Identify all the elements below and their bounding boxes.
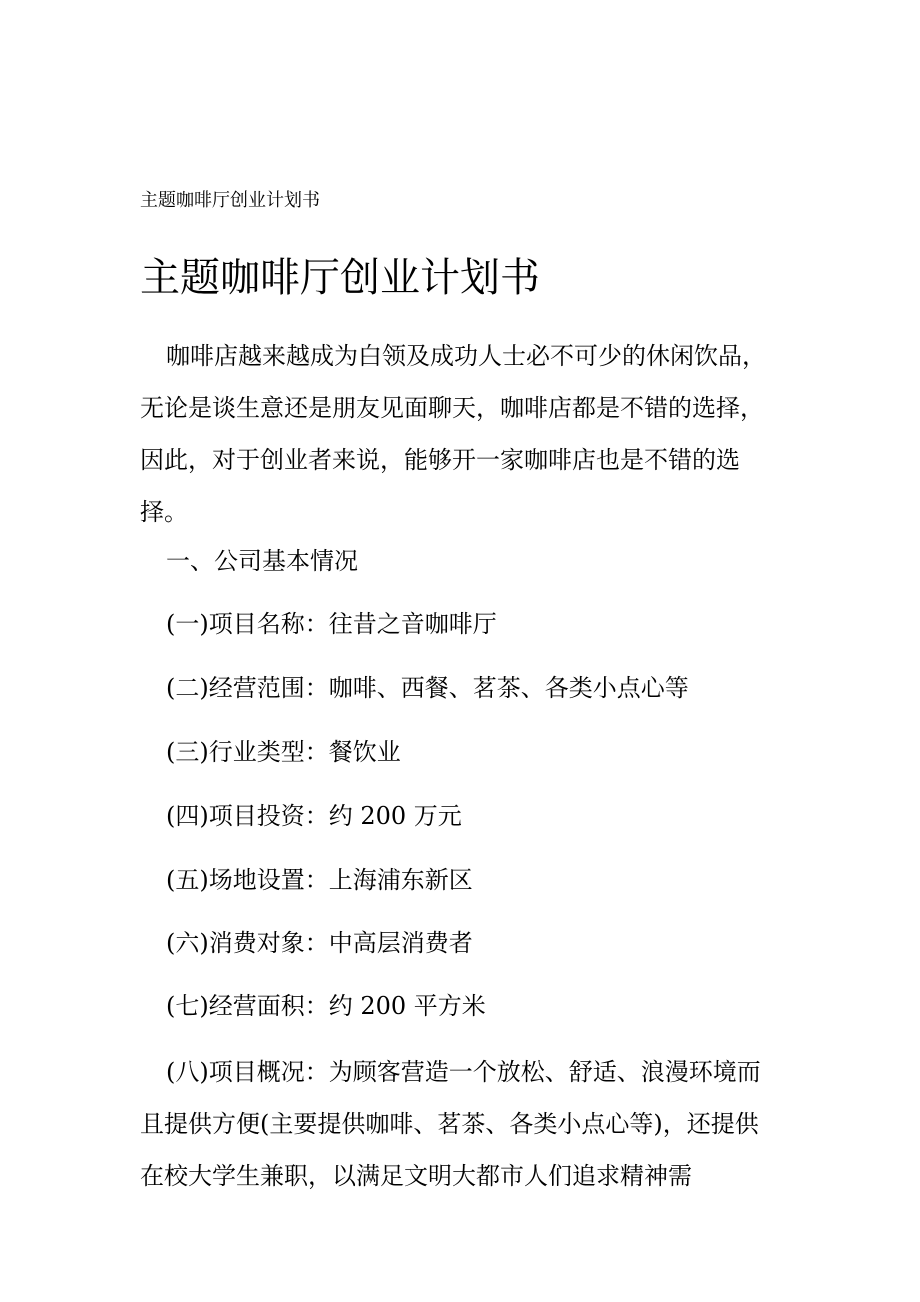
list-item-industry-type: (三)行业类型：餐饮业 <box>166 738 401 766</box>
list-item-investment: (四)项目投资：约 200 万元 <box>166 802 462 830</box>
document-title: 主题咖啡厅创业计划书 <box>140 255 540 301</box>
list-item-location: (五)场地设置：上海浦东新区 <box>166 866 473 894</box>
page-header: 主题咖啡厅创业计划书 <box>140 190 320 211</box>
list-item-target-customers: (六)消费对象：中高层消费者 <box>166 929 473 957</box>
intro-paragraph: 咖啡店越来越成为白领及成功人士必不可少的休闲饮品，无论是谈生意还是朋友见面聊天，咖啡店都是不错的选择，因此，对于创业者来说，能够开一家咖啡店也是不错的选择。 <box>140 342 766 526</box>
section-heading: 一、公司基本情况 <box>166 547 358 575</box>
project-overview-paragraph: (八)项目概况：为顾客营造一个放松、舒适、浪漫环境而且提供方便(主要提供咖啡、茗茶、各类小点心等)，还提供在校大学生兼职，以满足文明大都市人们追求精神需 <box>140 1058 761 1190</box>
list-item-project-name: (一)项目名称：往昔之音咖啡厅 <box>166 610 497 638</box>
list-item-area: (七)经营面积：约 200 平方米 <box>166 992 486 1020</box>
list-item-business-scope: (二)经营范围：咖啡、西餐、茗茶、各类小点心等 <box>166 674 689 702</box>
